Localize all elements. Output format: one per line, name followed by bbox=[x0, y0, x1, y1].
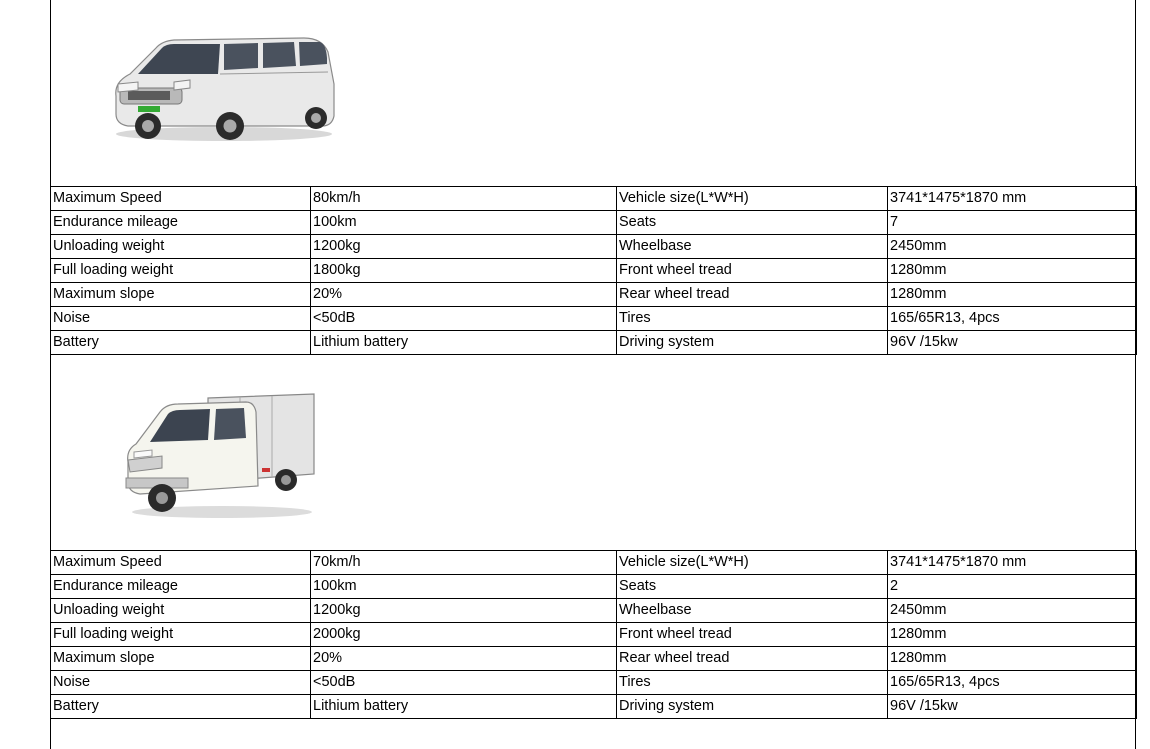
spec-value-right: 1280mm bbox=[888, 647, 1137, 671]
spec-row bbox=[51, 551, 1137, 575]
spec-value-right: 3741*1475*1870 mm bbox=[888, 551, 1137, 575]
spec-row bbox=[51, 187, 1137, 211]
spec-value-right: 165/65R13, 4pcs bbox=[888, 671, 1137, 695]
spec-value-right: 96V /15kw bbox=[888, 695, 1137, 719]
spec-label-left: Maximum Speed bbox=[51, 551, 311, 575]
spec-label-right: Front wheel tread bbox=[617, 623, 888, 647]
spec-label-left: Unloading weight bbox=[51, 599, 311, 623]
spec-value-right: 165/65R13, 4pcs bbox=[888, 307, 1137, 331]
spec-row bbox=[51, 647, 1137, 671]
spec-row bbox=[51, 623, 1137, 647]
minivan-photo bbox=[108, 34, 340, 146]
spec-label-right: Rear wheel tread bbox=[617, 647, 888, 671]
spec-value-right: 2 bbox=[888, 575, 1137, 599]
spec-row bbox=[51, 331, 1137, 355]
spec-label-right: Vehicle size(L*W*H) bbox=[617, 551, 888, 575]
spec-label-left: Unloading weight bbox=[51, 235, 311, 259]
spec-value-right: 3741*1475*1870 mm bbox=[888, 187, 1137, 211]
spec-value-right: 96V /15kw bbox=[888, 331, 1137, 355]
spec-value-left: 20% bbox=[311, 647, 617, 671]
spec-label-left: Maximum slope bbox=[51, 647, 311, 671]
spec-value-right: 1280mm bbox=[888, 283, 1137, 307]
spec-value-left: 20% bbox=[311, 283, 617, 307]
spec-value-left: 2000kg bbox=[311, 623, 617, 647]
spec-label-right: Front wheel tread bbox=[617, 259, 888, 283]
spec-value-left: 1200kg bbox=[311, 599, 617, 623]
spec-row bbox=[51, 599, 1137, 623]
spec-value-left: 70km/h bbox=[311, 551, 617, 575]
vehicle-1-spec-table bbox=[50, 186, 1137, 355]
spec-value-right: 2450mm bbox=[888, 235, 1137, 259]
spec-label-right: Seats bbox=[617, 575, 888, 599]
spec-label-left: Maximum Speed bbox=[51, 187, 311, 211]
spec-value-left: <50dB bbox=[311, 307, 617, 331]
spec-value-right: 7 bbox=[888, 211, 1137, 235]
spec-label-right: Seats bbox=[617, 211, 888, 235]
spec-label-right: Tires bbox=[617, 671, 888, 695]
spec-row bbox=[51, 259, 1137, 283]
spec-label-right: Driving system bbox=[617, 331, 888, 355]
spec-row bbox=[51, 575, 1137, 599]
spec-value-left: 80km/h bbox=[311, 187, 617, 211]
spec-value-left: Lithium battery bbox=[311, 695, 617, 719]
spec-label-right: Rear wheel tread bbox=[617, 283, 888, 307]
spec-label-left: Battery bbox=[51, 695, 311, 719]
spec-value-left: <50dB bbox=[311, 671, 617, 695]
spec-label-left: Endurance mileage bbox=[51, 575, 311, 599]
spec-row bbox=[51, 283, 1137, 307]
spec-value-left: 100km bbox=[311, 211, 617, 235]
spec-row bbox=[51, 211, 1137, 235]
spec-row bbox=[51, 695, 1137, 719]
spec-row bbox=[51, 671, 1137, 695]
spec-label-right: Wheelbase bbox=[617, 235, 888, 259]
vehicle-2-image-cell bbox=[50, 352, 1136, 551]
spec-label-left: Full loading weight bbox=[51, 259, 311, 283]
spec-label-right: Wheelbase bbox=[617, 599, 888, 623]
spec-label-right: Tires bbox=[617, 307, 888, 331]
spec-label-left: Noise bbox=[51, 671, 311, 695]
spec-value-right: 1280mm bbox=[888, 623, 1137, 647]
spec-value-left: Lithium battery bbox=[311, 331, 617, 355]
spec-value-left: 1200kg bbox=[311, 235, 617, 259]
spec-label-left: Noise bbox=[51, 307, 311, 331]
spec-value-right: 1280mm bbox=[888, 259, 1137, 283]
vehicle-2-spec-table bbox=[50, 550, 1137, 719]
spec-row bbox=[51, 235, 1137, 259]
spec-label-left: Endurance mileage bbox=[51, 211, 311, 235]
spec-label-left: Maximum slope bbox=[51, 283, 311, 307]
spec-row bbox=[51, 307, 1137, 331]
spec-label-right: Driving system bbox=[617, 695, 888, 719]
spec-value-left: 1800kg bbox=[311, 259, 617, 283]
spec-value-right: 2450mm bbox=[888, 599, 1137, 623]
spec-value-left: 100km bbox=[311, 575, 617, 599]
spec-label-left: Full loading weight bbox=[51, 623, 311, 647]
spec-label-right: Vehicle size(L*W*H) bbox=[617, 187, 888, 211]
spec-label-left: Battery bbox=[51, 331, 311, 355]
